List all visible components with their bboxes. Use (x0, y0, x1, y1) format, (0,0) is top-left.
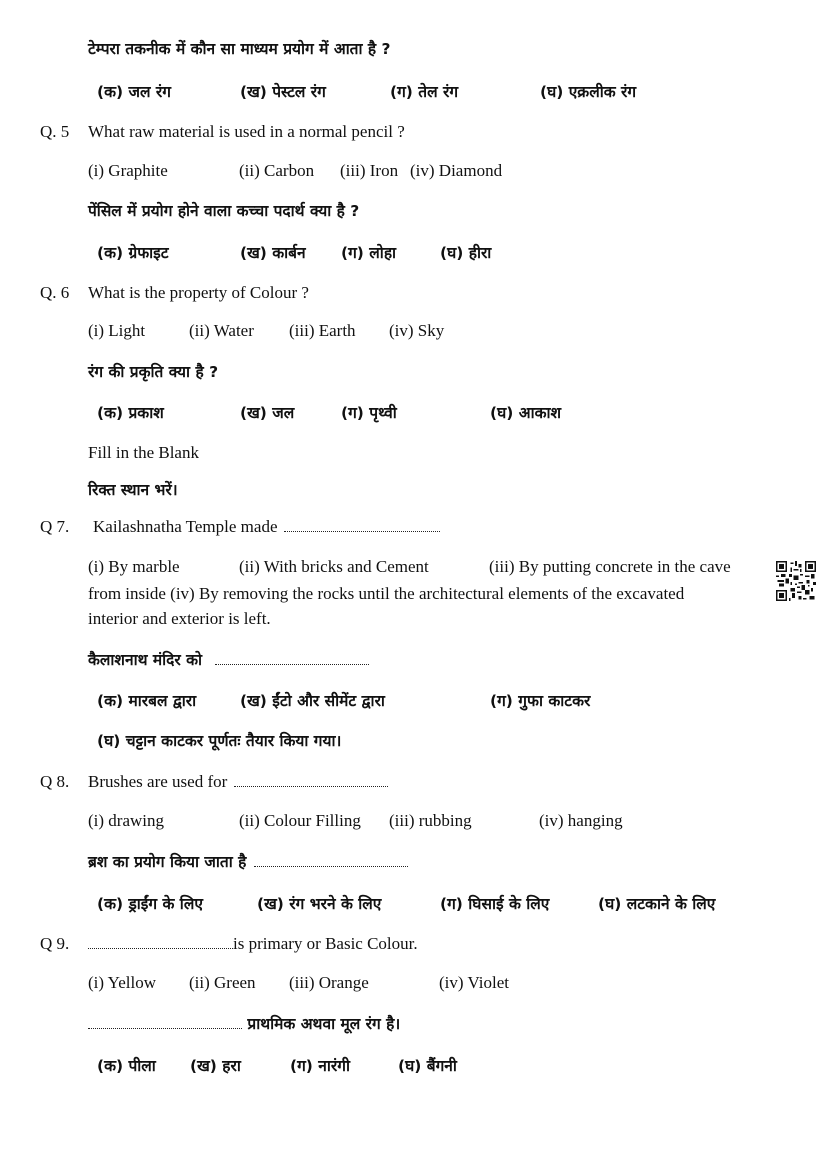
q7-hindi-option-3: (ग) गुफा काटकर (490, 692, 591, 710)
q8-hindi-question-line (88, 851, 408, 873)
q7-hindi-option-2: (ख) ईंटो और सीमेंट द्वारा (240, 692, 385, 710)
q4-hindi-option-3: (ग) तेल रंग (390, 83, 459, 101)
answer-blank (284, 517, 440, 532)
q7-question: Kailashnatha Temple made (93, 517, 278, 536)
q6-option-3: (iii) Earth (289, 321, 356, 340)
q8-hindi-question: ब्रश का प्रयोग किया जाता है (88, 853, 247, 871)
q5-hindi-option-2: (ख) कार्बन (240, 244, 306, 262)
q7-question-line (93, 516, 440, 538)
q9-option-1: (i) Yellow (88, 973, 157, 992)
q9-question-line (88, 933, 418, 955)
q5-hindi-question: पेंसिल में प्रयोग होने वाला कच्चा पदार्थ क्या है ? (88, 202, 360, 220)
q6-question: What is the property of Colour ? (88, 283, 309, 302)
q9-hindi-option-2: (ख) हरा (190, 1057, 241, 1075)
q8-hindi-option-2: (ख) रंग भरने के लिए (257, 895, 382, 913)
q6-hindi-option-1: (क) प्रकाश (97, 404, 164, 422)
q9-number: Q 9. (40, 934, 70, 953)
q6-hindi-question: रंग की प्रकृति क्या है ? (88, 363, 219, 381)
q8-hindi-option-3: (ग) घिसाई के लिए (440, 895, 550, 913)
q8-option-4: (iv) hanging (539, 811, 623, 830)
q5-option-3: (iii) Iron (340, 161, 399, 180)
q5-hindi-option-1: (क) ग्रेफाइट (97, 244, 169, 262)
fill-blank-heading: Fill in the Blank (88, 443, 199, 462)
q9-hindi-option-3: (ग) नारंगी (290, 1057, 350, 1075)
answer-blank (215, 650, 369, 665)
q6-hindi-option-4: (घ) आकाश (490, 404, 562, 422)
q4-hindi-option-1: (क) जल रंग (97, 83, 171, 101)
q4-hindi-question: टेम्परा तकनीक में कौन सा माध्यम प्रयोग में आता है ? (88, 40, 391, 58)
q7-hindi-question: कैलाशनाथ मंदिर को (88, 651, 203, 669)
q6-option-2: (ii) Water (189, 321, 254, 340)
q6-hindi-option-2: (ख) जल (240, 404, 295, 422)
q8-option-3: (iii) rubbing (389, 811, 472, 830)
q7-hindi-question-line (88, 649, 369, 671)
q8-question: Brushes are used for (88, 772, 228, 791)
q8-hindi-option-1: (क) ड्राईंग के लिए (97, 895, 203, 913)
fill-blank-hindi-heading: रिक्त स्थान भरें। (88, 481, 178, 499)
q9-hindi-question-line (88, 1013, 400, 1035)
q9-hindi-option-1: (क) पीला (97, 1057, 156, 1075)
q7-option-3: (iii) By putting concrete in the cave (489, 557, 731, 576)
q8-question-line (88, 771, 388, 793)
q7-option-2: (ii) With bricks and Cement (239, 557, 429, 576)
q9-hindi-question: प्राथमिक अथवा मूल रंग है। (242, 1015, 401, 1033)
q5-option-1: (i) Graphite (88, 161, 168, 180)
q8-option-2: (ii) Colour Filling (239, 811, 361, 830)
q4-hindi-option-2: (ख) पेस्टल रंग (240, 83, 326, 101)
q7-option-1: (i) By marble (88, 557, 180, 576)
q9-option-2: (ii) Green (189, 973, 256, 992)
answer-blank (254, 852, 408, 867)
q9-option-3: (iii) Orange (289, 973, 369, 992)
answer-blank (88, 1014, 242, 1029)
answer-blank (88, 934, 233, 949)
q5-question: What raw material is used in a normal pencil ? (88, 122, 405, 141)
qr-code-icon (776, 561, 816, 601)
q7-options-line2: from inside (iv) By removing the rocks until the architectural elements of the excavated (88, 584, 685, 603)
q9-question: is primary or Basic Colour. (233, 934, 418, 953)
q5-option-4: (iv) Diamond (410, 161, 503, 180)
q5-option-2: (ii) Carbon (239, 161, 315, 180)
q7-hindi-option-4: (घ) चट्टान काटकर पूर्णतः तैयार किया गया। (97, 732, 342, 750)
q8-hindi-option-4: (घ) लटकाने के लिए (598, 895, 716, 913)
q5-number: Q. 5 (40, 122, 70, 141)
q9-option-4: (iv) Violet (439, 973, 509, 992)
answer-blank (234, 772, 388, 787)
q8-option-1: (i) drawing (88, 811, 165, 830)
q7-number: Q 7. (40, 517, 70, 536)
q7-options-line3: interior and exterior is left. (88, 609, 271, 628)
q5-hindi-option-3: (ग) लोहा (341, 244, 397, 262)
q6-number: Q. 6 (40, 283, 70, 302)
q5-hindi-option-4: (घ) हीरा (440, 244, 492, 262)
q4-hindi-option-4: (घ) एक्रलीक रंग (540, 83, 637, 101)
q9-hindi-option-4: (घ) बैंगनी (398, 1057, 457, 1075)
q6-option-1: (i) Light (88, 321, 146, 340)
q6-option-4: (iv) Sky (389, 321, 445, 340)
q7-hindi-option-1: (क) मारबल द्वारा (97, 692, 197, 710)
q8-number: Q 8. (40, 772, 70, 791)
q6-hindi-option-3: (ग) पृथ्वी (341, 404, 397, 422)
